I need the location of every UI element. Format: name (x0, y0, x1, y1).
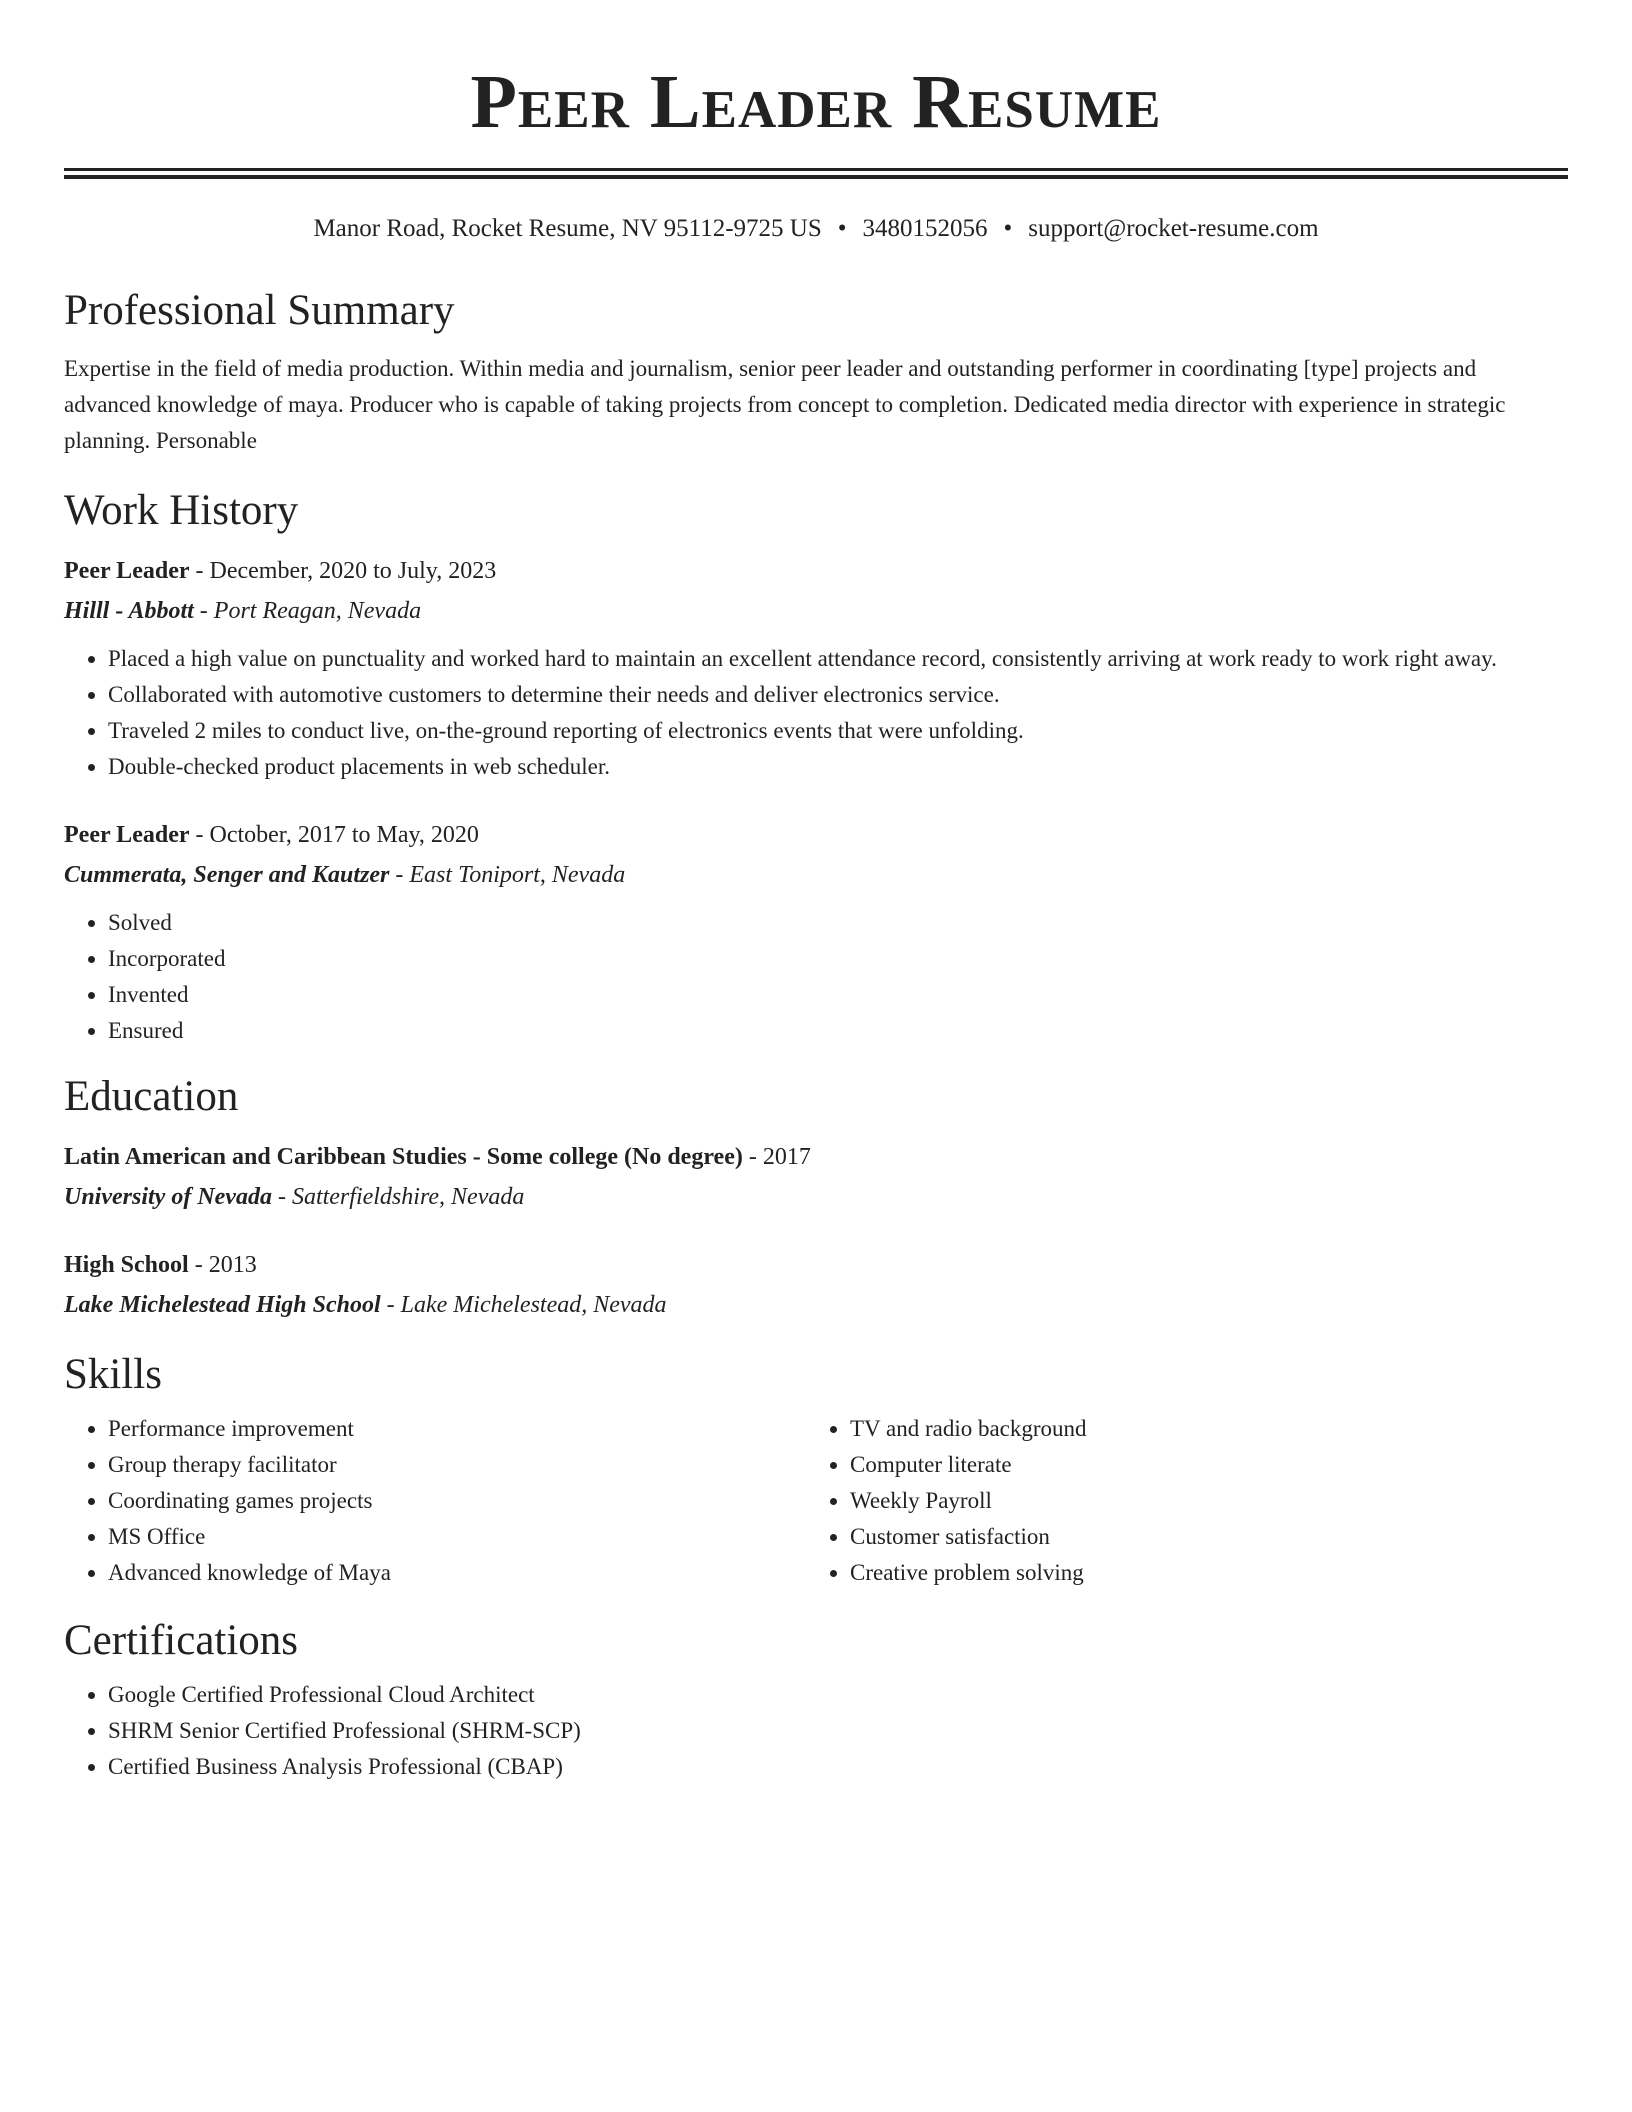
job-bullets (64, 905, 1568, 1049)
job-location: - Port Reagan, Nevada (193, 598, 422, 624)
job-bullet: • Traveled 2 miles to conduct live, on-the-ground reporting of electronics events that were unfolding. (108, 713, 1568, 749)
contact-phone: 3480152056 (862, 215, 988, 242)
contact-separator: • (1003, 215, 1013, 242)
skill-item: • MS Office (108, 1519, 806, 1555)
skill-item: • Customer satisfaction (850, 1519, 1548, 1555)
job-entry (64, 551, 1568, 785)
skill-item: • Computer literate (850, 1447, 1548, 1483)
education-year: - 2017 (742, 1144, 811, 1170)
summary-heading: Professional Summary (64, 287, 455, 334)
skill-item: • Group therapy facilitator (108, 1447, 806, 1483)
education-location: - Satterfieldshire, Nevada (271, 1184, 525, 1210)
education-degree-line (64, 1137, 1568, 1177)
certifications-heading: Certifications (64, 1617, 299, 1664)
job-bullet: • Solved (108, 905, 1568, 941)
resume-page (64, 0, 1568, 1785)
education-degree: High School (64, 1252, 189, 1278)
job-dates: - October, 2017 to May, 2020 (189, 822, 479, 848)
certification-item: • SHRM Senior Certified Professional (SHRM-SCP) (108, 1713, 1568, 1749)
job-bullet: • Placed a high value on punctuality and worked hard to maintain an excellent attendance record, consistently arriving at work ready to work right away. (108, 641, 1568, 677)
education-degree: Latin American and Caribbean Studies - Some college (No degree) (64, 1144, 743, 1170)
job-company-line (64, 591, 1568, 631)
skill-item: • Weekly Payroll (850, 1483, 1548, 1519)
title-divider (64, 168, 1568, 179)
skill-item: • Advanced knowledge of Maya (108, 1555, 806, 1591)
education-entry (64, 1137, 1568, 1217)
certification-item: • Google Certified Professional Cloud Architect (108, 1677, 1568, 1713)
education-school-line (64, 1177, 1568, 1217)
skill-item: • TV and radio background (850, 1411, 1548, 1447)
contact-separator: • (837, 215, 847, 242)
job-bullet: • Incorporated (108, 941, 1568, 977)
resume-title: Peer Leader Resume (470, 60, 1162, 144)
skill-item: • Creative problem solving (850, 1555, 1548, 1591)
skills-columns (64, 1411, 1568, 1591)
job-entry (64, 815, 1568, 1049)
skills-heading: Skills (64, 1351, 162, 1398)
job-bullets (64, 641, 1568, 785)
job-dates: - December, 2020 to July, 2023 (189, 558, 497, 584)
job-bullet: • Collaborated with automotive customers to determine their needs and deliver electronics service. (108, 677, 1568, 713)
contact-line (64, 213, 1568, 245)
education-year: - 2013 (188, 1252, 257, 1278)
job-title: Peer Leader (64, 558, 190, 584)
job-company-line (64, 855, 1568, 895)
job-title-line (64, 815, 1568, 855)
job-location: - East Toniport, Nevada (389, 862, 626, 888)
education-school-line (64, 1285, 1568, 1325)
job-bullet: • Invented (108, 977, 1568, 1013)
education-school: University of Nevada (64, 1184, 272, 1210)
job-title-line (64, 551, 1568, 591)
education-degree-line (64, 1245, 1568, 1285)
skills-list-left (64, 1411, 806, 1591)
certifications-list (64, 1677, 1568, 1785)
contact-email: support@rocket-resume.com (1028, 215, 1319, 242)
job-bullet: • Ensured (108, 1013, 1568, 1049)
skill-item: • Performance improvement (108, 1411, 806, 1447)
education-location: - Lake Michelestead, Nevada (380, 1292, 667, 1318)
summary-text: Expertise in the field of media production. Within media and journalism, senior peer leader and outstanding performer in coordinating [type] projects and advanced knowledge of maya. Producer who is capable of taking projects from concept to completion. Dedicated media director with experience in strategic planning. Personable (64, 356, 1506, 453)
skill-item: • Coordinating games projects (108, 1483, 806, 1519)
job-company: Hilll - Abbott (64, 598, 194, 624)
education-school: Lake Michelestead High School (64, 1292, 381, 1318)
education-entry (64, 1245, 1568, 1325)
certification-item: • Certified Business Analysis Professional (CBAP) (108, 1749, 1568, 1785)
skills-list-right (806, 1411, 1548, 1591)
job-company: Cummerata, Senger and Kautzer (64, 862, 390, 888)
job-bullet: • Double-checked product placements in web scheduler. (108, 749, 1568, 785)
contact-address: Manor Road, Rocket Resume, NV 95112-9725 US (313, 215, 822, 242)
work-history-heading: Work History (64, 487, 299, 534)
job-title: Peer Leader (64, 822, 190, 848)
education-heading: Education (64, 1073, 239, 1120)
